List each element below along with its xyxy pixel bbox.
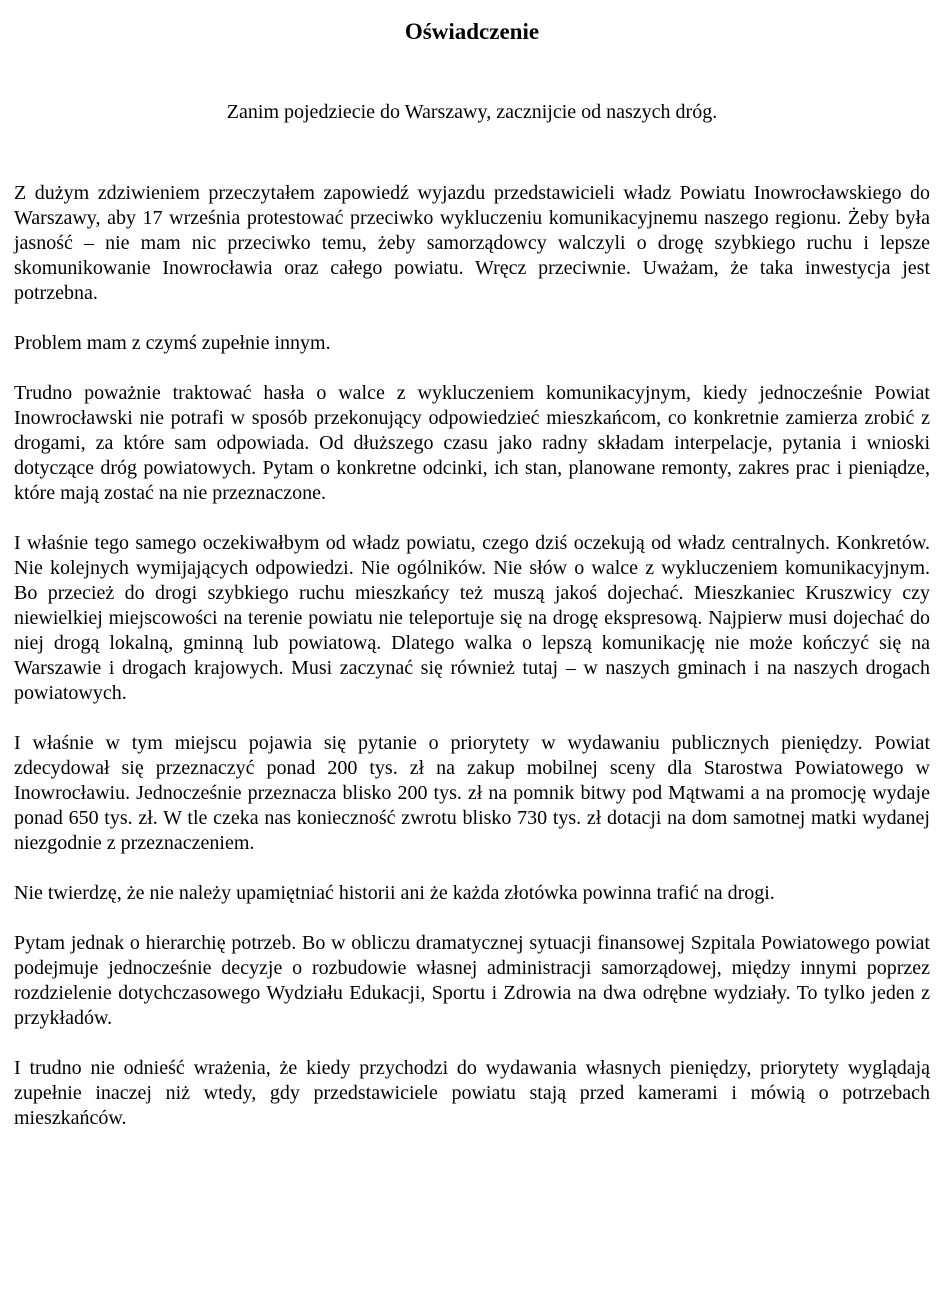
paragraph-6: Nie twierdzę, że nie należy upamiętniać historii ani że każda złotówka powinna trafić na drogi.	[14, 882, 775, 904]
paragraph-8: I trudno nie odnieść wrażenia, że kiedy przychodzi do wydawania własnych pieniędzy, priorytety wyglądają zupełnie inaczej niż wtedy, gdy przedstawiciele powiatu stają przed kamerami i mówią o potrzebach mieszkańców.	[14, 1057, 930, 1129]
paragraph-7: Pytam jednak o hierarchię potrzeb. Bo w obliczu dramatycznej sytuacji finansowej Szpitala Powiatowego powiat podejmuje jednocześnie decyzje o rozbudowie własnej administracji samorządowej, między innymi poprzez rozdzielenie dotychczasowego Wydziału Edukacji, Sportu i Zdrowia na dwa odrębne wydziały. To tylko jeden z przykładów.	[14, 932, 930, 1029]
paragraph-5: I właśnie w tym miejscu pojawia się pytanie o priorytety w wydawaniu publicznych pieniędzy. Powiat zdecydował się przeznaczyć ponad 200 tys. zł na zakup mobilnej sceny dla Starostwa Powiatowego w Inowrocławiu. Jednocześnie przeznacza blisko 200 tys. zł na pomnik bitwy pod Mątwami a na promocję wydaje ponad 650 tys. zł. W tle czeka nas konieczność zwrotu blisko 730 tys. zł dotacji na dom samotnej matki wydanej niezgodnie z przeznaczeniem.	[14, 732, 930, 854]
paragraph-1: Z dużym zdziwieniem przeczytałem zapowiedź wyjazdu przedstawicieli władz Powiatu Inowrocławskiego do Warszawy, aby 17 września protestować przeciwko wykluczeniu komunikacyjnemu naszego regionu. Żeby była jasność – nie mam nic przeciwko temu, żeby samorządowcy walczyli o drogę szybkiego ruchu i lepsze skomunikowanie Inowrocławia oraz całego powiatu. Wręcz przeciwnie. Uważam, że taka inwestycja jest potrzebna.	[14, 182, 930, 304]
paragraph-4: I właśnie tego samego oczekiwałbym od władz powiatu, czego dziś oczekują od władz centralnych. Konkretów. Nie kolejnych wymijających odpowiedzi. Nie ogólników. Nie słów o walce z wykluczeniem komunikacyjnym. Bo przecież do drogi szybkiego ruchu mieszkańcy też muszą jakoś dojechać. Mieszkaniec Kruszwicy czy niewielkiej miejscowości na terenie powiatu nie teleportuje się na drogę ekspresową. Najpierw musi dojechać do niej drogą lokalną, gminną lub powiatową. Dlatego walka o lepszą komunikację nie może kończyć się na Warszawie i drogach krajowych. Musi zaczynać się również tutaj – w naszych gminach i na naszych drogach powiatowych.	[14, 532, 930, 704]
paragraph-2: Problem mam z czymś zupełnie innym.	[14, 332, 331, 354]
document-subtitle: Zanim pojedziecie do Warszawy, zacznijcie od naszych dróg.	[226, 101, 718, 123]
document-body	[14, 181, 930, 1131]
document-page	[14, 0, 930, 1156]
paragraph-3: Trudno poważnie traktować hasła o walce z wykluczeniem komunikacyjnym, kiedy jednocześnie Powiat Inowrocławski nie potrafi w sposób przekonujący odpowiedzieć mieszkańcom, co konkretnie zamierza zrobić z drogami, za które sam odpowiada. Od dłuższego czasu jako radny składam interpelacje, pytania i wnioski dotyczące dróg powiatowych. Pytam o konkretne odcinki, ich stan, planowane remonty, zakres prac i pieniądze, które mają zostać na nie przeznaczone.	[14, 382, 930, 504]
document-title: Oświadczenie	[404, 19, 540, 44]
